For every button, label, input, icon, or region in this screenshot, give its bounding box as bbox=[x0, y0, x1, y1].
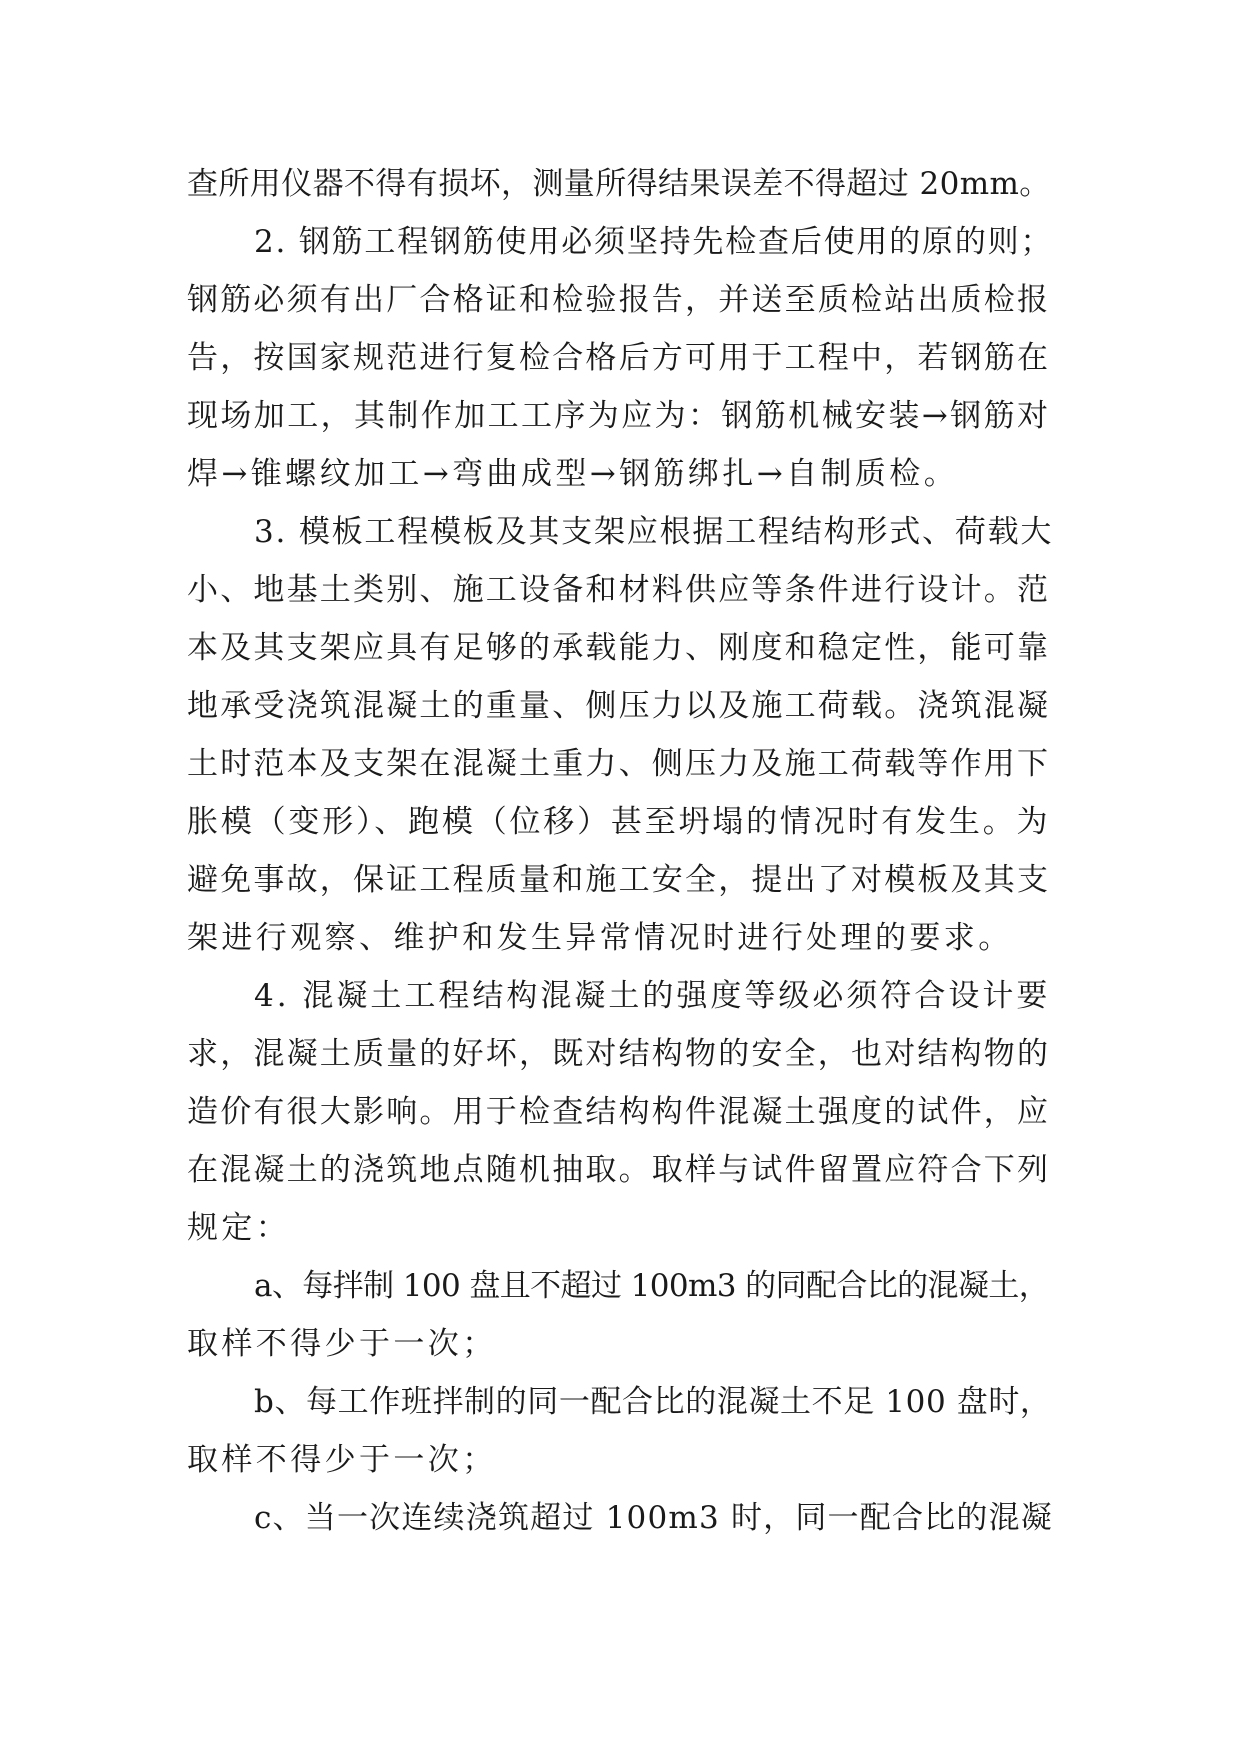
text-line: 胀模（变形）、跑模（位移）甚至坍塌的情况时有发生。为 bbox=[187, 804, 1051, 840]
text-line: 求，混凝土质量的好坏，既对结构物的安全，也对结构物的 bbox=[187, 1036, 1051, 1072]
text-line: 4. 混凝土工程结构混凝土的强度等级必须符合设计要 bbox=[254, 978, 1051, 1014]
text-line: 在混凝土的浇筑地点随机抽取。取样与试件留置应符合下列 bbox=[187, 1152, 1051, 1188]
text-line: 避免事故，保证工程质量和施工安全，提出了对模板及其支 bbox=[187, 862, 1051, 898]
text-line: c、当一次连续浇筑超过 100m3 时，同一配合比的混凝 bbox=[254, 1500, 1053, 1536]
text-line: 地承受浇筑混凝土的重量、侧压力以及施工荷载。浇筑混凝 bbox=[187, 688, 1051, 724]
text-line: 取样不得少于一次； bbox=[187, 1442, 497, 1478]
text-line: 现场加工，其制作加工工序为应为：钢筋机械安装→钢筋对 bbox=[187, 398, 1051, 434]
text-line: 本及其支架应具有足够的承载能力、刚度和稳定性，能可靠 bbox=[187, 630, 1051, 666]
text-line: 告，按国家规范进行复检合格后方可用于工程中，若钢筋在 bbox=[187, 340, 1051, 376]
text-line: 架进行观察、维护和发生异常情况时进行处理的要求。 bbox=[187, 920, 1013, 956]
text-line: 查所用仪器不得有损坏，测量所得结果误差不得超过 20mm。 bbox=[187, 166, 1051, 202]
text-line: b、每工作班拌制的同一配合比的混凝土不足 100 盘时， bbox=[254, 1384, 1052, 1420]
text-line: 小、地基土类别、施工设备和材料供应等条件进行设计。范 bbox=[187, 572, 1051, 608]
text-line: 焊→锥螺纹加工→弯曲成型→钢筋绑扎→自制质检。 bbox=[187, 456, 959, 492]
text-line: 规定： bbox=[187, 1210, 291, 1246]
text-line: 钢筋必须有出厂合格证和检验报告，并送至质检站出质检报 bbox=[187, 282, 1051, 318]
text-line: 2. 钢筋工程钢筋使用必须坚持先检查后使用的原的则； bbox=[254, 224, 1054, 260]
text-line: 造价有很大影响。用于检查结构构件混凝土强度的试件，应 bbox=[187, 1094, 1051, 1130]
text-line: 取样不得少于一次； bbox=[187, 1326, 497, 1362]
text-line: 土时范本及支架在混凝土重力、侧压力及施工荷载等作用下 bbox=[187, 746, 1051, 782]
text-line: 3. 模板工程模板及其支架应根据工程结构形式、荷载大 bbox=[254, 514, 1054, 550]
text-line: a、每拌制 100 盘且不超过 100m3 的同配合比的混凝土， bbox=[254, 1268, 1050, 1304]
